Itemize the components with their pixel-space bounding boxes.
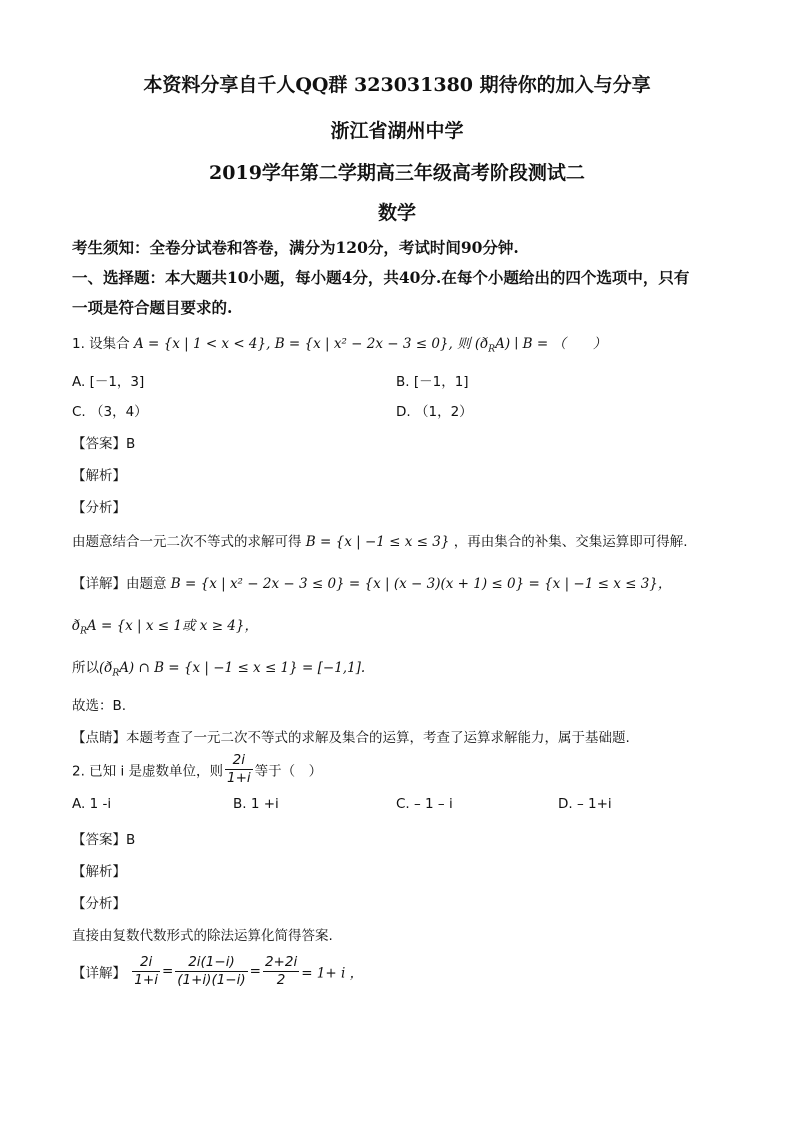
q1-choose: 故选：B. <box>72 698 127 714</box>
q1-conclusion <box>72 656 365 679</box>
q1-so-pre: 所以 <box>72 660 99 676</box>
q2-detail-frac3 <box>263 954 299 989</box>
q1-comp-symbol: ð <box>72 618 81 634</box>
q2-d-f1-den: 1+i <box>134 972 158 988</box>
q2-d-f2-num: 2i(1−i) <box>175 954 247 972</box>
section-heading-line1: 一、选择题：本大题共10小题，每小题4分，共40分.在每个小题给出的四个选项中，只有 <box>72 268 690 287</box>
q1-so-math: (ð <box>99 660 113 676</box>
q2-d-f3-den: 2 <box>276 972 286 988</box>
q1-fenxi-math: B = {x | −1 ≤ x ≤ 3} <box>305 534 450 550</box>
q1-option-b: B. [－1，1] <box>396 374 469 390</box>
q1-complement <box>72 614 258 637</box>
q2-stem-pre: 2. 已知 i 是虚数单位，则 <box>72 763 224 780</box>
q2-detail <box>72 954 363 989</box>
q1-option-c: C. （3，4） <box>72 404 148 420</box>
q2-option-d: D. – 1+i <box>558 796 612 812</box>
q1-detail <box>72 572 671 592</box>
q1-stem <box>72 332 606 355</box>
q2-d-f3-num: 2+2i <box>264 954 298 970</box>
section-heading-line2: 一项是符合题目要求的. <box>72 298 233 317</box>
q2-analysis-tag: 【解析】 <box>72 864 126 880</box>
q1-detail-math: B = {x | x² − 2x − 3 ≤ 0} = {x | (x − 3)(x + 1) ≤ 0} = {x | −1 ≤ x ≤ 3}， <box>170 576 672 592</box>
q2-option-c: C. – 1 – i <box>396 796 453 812</box>
exam-notice: 考生须知：全卷分试卷和答卷，满分为120分，考试时间90分钟. <box>72 238 519 257</box>
q2-d-f1-num: 2i <box>132 954 160 972</box>
q1-so-sub: R <box>112 668 120 679</box>
q2-answer: 【答案】B <box>72 832 136 848</box>
q2-fenxi-text: 直接由复数代数形式的除法运算化简得答案. <box>72 928 333 944</box>
q1-stem-math: A = {x | 1 < x < 4}, B = {x | x² − 2x − 3 ≤ 0}, 则 (ð <box>133 336 489 352</box>
q1-option-d: D. （1，2） <box>396 404 473 420</box>
q2-detail-eq1: = <box>161 963 174 980</box>
q1-stem-prefix: 1. 设集合 <box>72 336 130 352</box>
q1-fenxi-text <box>72 530 688 550</box>
q1-comp-sub: R <box>80 626 87 637</box>
subject-title: 数学 <box>377 202 416 224</box>
q2-option-a: A. 1 -i <box>72 796 112 812</box>
q1-fenxi-post: ，再由集合的补集、交集运算即可得解. <box>453 534 688 550</box>
q2-frac-den: 1+i <box>227 770 251 786</box>
q2-detail-frac2 <box>175 954 247 989</box>
q1-detail-pre: 由题意 <box>126 576 167 592</box>
q1-answer: 【答案】B <box>72 436 136 452</box>
header-source-line: 本资料分享自千人QQ群 323031380 期待你的加入与分享 <box>143 74 651 96</box>
q1-comp-rest: A = {x | x ≤ 1或 x ≥ 4}， <box>86 618 258 634</box>
q1-stem-math2: A) ∣ B = （ ） <box>495 336 607 352</box>
q2-detail-eq2: = <box>249 963 261 980</box>
q1-stem-sub: R <box>488 344 496 355</box>
q1-fenxi-pre: 由题意结合一元二次不等式的求解可得 <box>72 534 302 550</box>
q1-so-math2: A) ∩ B = {x | −1 ≤ x ≤ 1} = [−1,1]. <box>119 660 366 676</box>
q2-detail-tail: = 1+ i ， <box>301 965 364 982</box>
q2-stem <box>72 752 322 787</box>
q2-fenxi-tag: 【分析】 <box>72 896 126 912</box>
q2-detail-tag: 【详解】 <box>72 965 126 982</box>
q2-stem-post: 等于（ ） <box>254 763 323 780</box>
q1-option-a: A. [－1，3] <box>72 374 145 390</box>
q2-detail-frac1 <box>132 954 160 989</box>
q2-d-f2-den: (1+i)(1−i) <box>177 972 246 988</box>
q2-stem-fraction <box>225 752 253 787</box>
q1-comment: 【点睛】本题考查了一元二次不等式的求解及集合的运算，考查了运算求解能力，属于基础题. <box>72 730 630 746</box>
q2-frac-num: 2i <box>225 752 253 770</box>
q1-fenxi-tag: 【分析】 <box>72 500 126 516</box>
q2-option-b: B. 1 +i <box>233 796 279 812</box>
q1-analysis-tag: 【解析】 <box>72 468 126 484</box>
q1-detail-tag: 【详解】 <box>72 576 126 592</box>
school-name: 浙江省湖州中学 <box>330 120 464 142</box>
exam-title: 2019学年第二学期高三年级高考阶段测试二 <box>209 162 585 184</box>
